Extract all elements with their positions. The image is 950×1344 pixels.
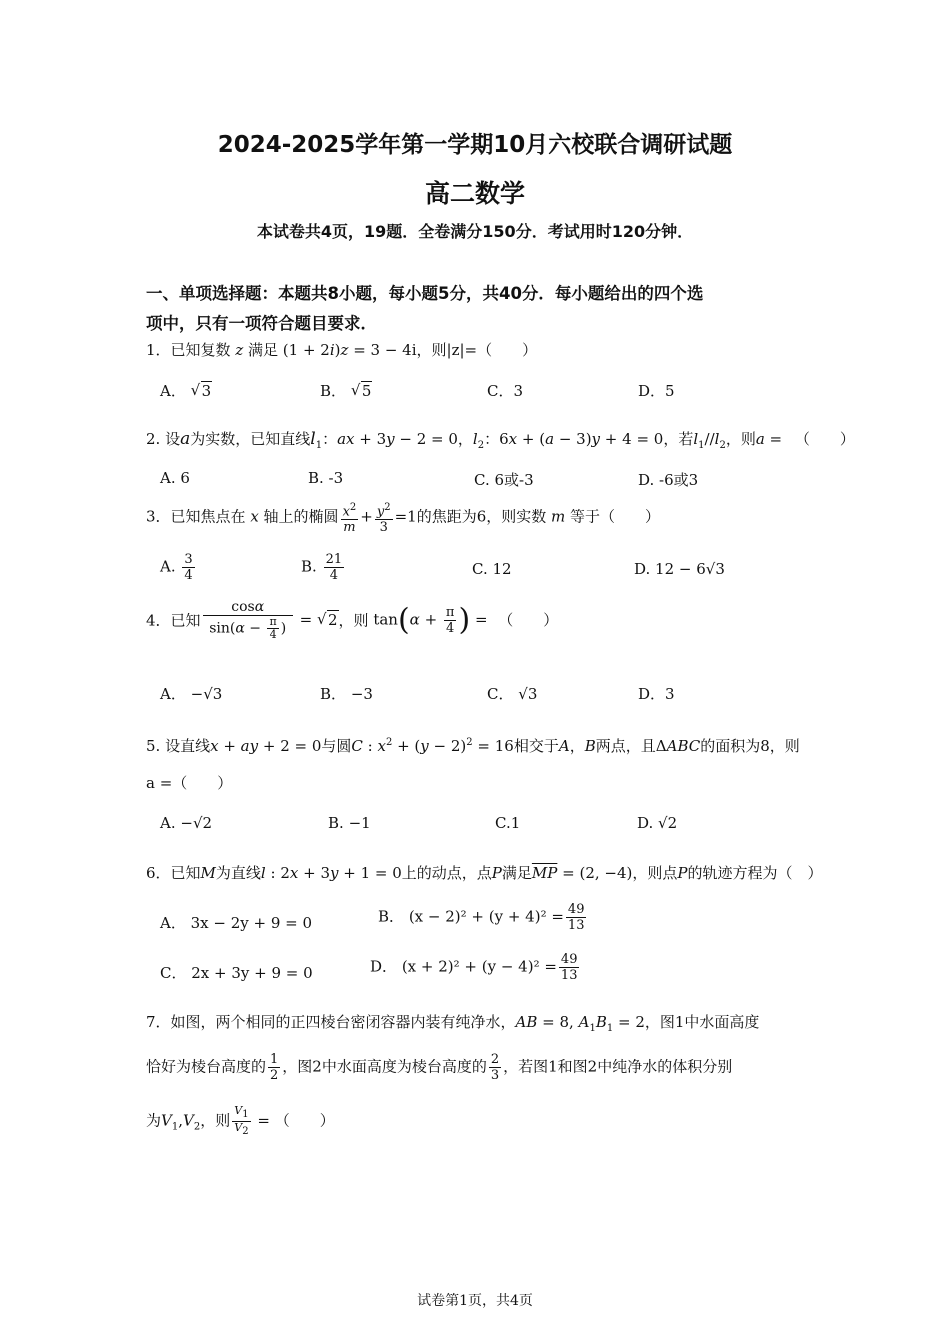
q1-option-b: B． √ 5 [320,380,372,401]
q5-option-c: C.1 [495,814,521,832]
question-7-line2: 恰好为棱台高度的 $\frac{1}{2}$ ，图2中水面高度为棱台高度的 $\frac{2}{3}$ ，若图1和图2中纯净水的体积分别 [146,1052,733,1083]
section-heading-1: 一、单项选择题：本题共8小题，每小题5分，共40分．每小题给出的四个选 [146,284,704,303]
q6-option-c: C． 2x + 3y + 9 = 0 [160,964,313,982]
question-6: 6．已知M为直线l : 2x + 3y + 1 = 0上的动点，点P满足$\overline{MP} = (2$, −4)，则点P的轨迹方程为（ ） [146,864,823,882]
q4-option-b: B． −3 [320,685,373,703]
q4-option-a: A． −√3 [160,685,223,703]
question-1: 1．已知复数 z 满足 (1 + 2i)z = 3 − 4i，则|z|=（ ） [146,341,538,359]
q3-option-c: C. 12 [472,560,512,578]
q1-option-d: D．5 [638,382,675,400]
question-2: 2. 设a为实数，已知直线$l_1$：ax + 3y − 2 = 0，$l_2$：6x + (a − 3)y + 4 = 0，若$l_1//l_2$，则a = （ ） [146,429,855,451]
subject-title: 高二数学 [424,179,525,208]
q6-option-b: B． (x − 2)² + (y + 4)² = $\frac{49}{13}$ [378,902,585,933]
exam-title: 2024-2025学年第一学期10月六校联合调研试题 [217,132,733,158]
q4-option-d: D．3 [638,685,675,703]
q4-option-c: C． √3 [487,685,538,703]
q2-option-c: C. 6或-3 [474,471,534,489]
q5-option-a: A. −√2 [160,814,213,832]
q5-option-b: B. −1 [328,814,371,832]
q3-option-a: A. $\frac{3}{4}$ [160,552,193,583]
q1-option-a: A． √ 3 [160,380,212,401]
page-footer: 试卷第1页，共4页 [417,1293,533,1309]
section-heading-2: 项中，只有一项符合题目要求． [146,314,377,333]
q3-option-d: D. 12 − 6√3 [634,560,725,578]
q2-option-d: D. -6或3 [638,471,699,489]
instructions: 本试卷共4页，19题．全卷满分150分．考试用时120分钟． [256,222,694,241]
question-5: 5. 设直线x + ay + 2 = 0与圆C : $x^2 + (y - 2)^2 = 16$相交于A，B两点，且ΔABC的面积为8，则 [146,737,800,755]
q5-option-d: D. √2 [637,814,678,832]
question-7-line3: 为$V_1,V_2$，则 $\frac{V_1}{V_2}$ = （ ） [146,1104,335,1138]
q2-option-a: A. 6 [160,469,190,487]
q2-option-b: B. -3 [308,469,344,487]
q3-option-b: B. $\frac{21}{4}$ [301,552,343,583]
q6-option-a: A． 3x − 2y + 9 = 0 [160,914,313,932]
q1-option-c: C．3 [487,382,524,400]
question-7: 7．如图，两个相同的正四棱台密闭容器内装有纯净水，AB = 8, $A_1B_1 = 2$，图1中水面高度 [146,1013,760,1034]
question-3: 3．已知焦点在 x 轴上的椭圆 $\frac{x^2}{m}$ + $\frac{y^2}{3}$ =1的焦距为6，则实数 m 等于（ ） [146,502,661,536]
question-5-line2: a =（ ） [146,774,233,792]
question-4: 4．已知 cosα sin(α − $\frac{\pi}{4}$ ) = √ 2，则 tan(α + $\frac{\pi}{4}$ ) = （ ） [146,600,558,641]
q6-option-d: D． (x + 2)² + (y − 4)² = $\frac{49}{13}$ [370,952,578,983]
